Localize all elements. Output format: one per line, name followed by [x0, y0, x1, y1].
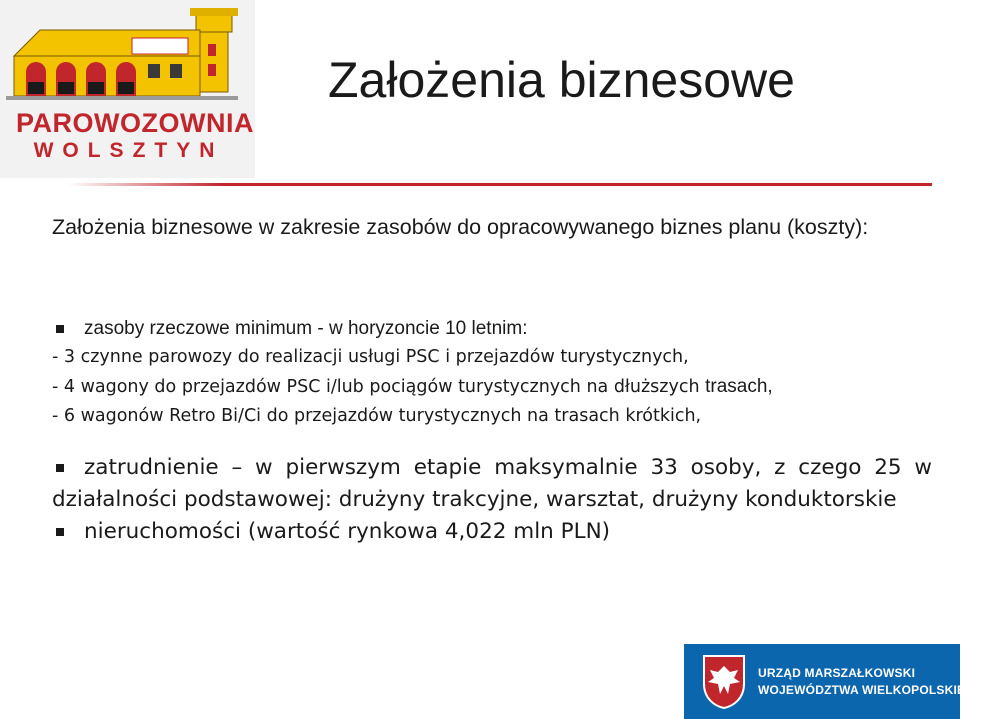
- resources-section: [52, 314, 932, 431]
- resource-line-wagons: [52, 372, 932, 402]
- intro-paragraph: Założenia biznesowe w zakresie zasobów do opracowywanego biznes planu (koszty):: [52, 215, 869, 239]
- staff-word: z: [774, 455, 786, 480]
- depot-building-illustration: [0, 0, 255, 110]
- staff-word: osoby,: [690, 455, 762, 480]
- title-divider: [68, 183, 932, 186]
- logo-text-parowozownia: PAROWOZOWNIA: [16, 108, 254, 138]
- property-bullet-text: nieruchomości (wartość rynkowa 4,022 mln PLN): [84, 519, 611, 544]
- resource-line-locomotives: - 3 czynne parowozy do realizacji usługi PSC i przejazdów turystycznych,: [52, 347, 689, 367]
- staff-word: 33: [650, 455, 678, 480]
- staff-word: w: [255, 455, 273, 480]
- square-bullet-icon: [56, 325, 64, 333]
- staff-word: –: [231, 455, 243, 480]
- staff-word: maksymalnie: [494, 455, 638, 480]
- list-item: [52, 516, 932, 548]
- staff-word: pierwszym: [285, 455, 401, 480]
- resource-line-wagons-tail: trasach,: [705, 376, 773, 397]
- coat-of-arms-icon: [700, 652, 748, 710]
- marshal-line2: WOJEWÓDZTWA WIELKOPOLSKIEGO: [758, 683, 984, 697]
- resource-line-wagons-text: - 4 wagony do przejazdów PSC i/lub pociągów turystycznych na dłuższych: [52, 377, 706, 397]
- staff-word: w: [914, 455, 932, 480]
- resource-line-retro-wagons: - 6 wagonów Retro Bi/Ci do przejazdów turystycznych na trasach krótkich,: [52, 406, 702, 426]
- staff-word: czego: [798, 455, 862, 480]
- parowozownia-logo: [0, 0, 255, 178]
- page-title: Założenia biznesowe: [328, 52, 795, 108]
- marshal-line1: URZĄD MARSZAŁKOWSKI: [758, 666, 916, 680]
- staff-word: 25: [874, 455, 902, 480]
- resources-heading: zasoby rzeczowe minimum - w horyzoncie 10 letnim:: [84, 318, 528, 339]
- staff-section: [52, 452, 932, 548]
- staff-word: etapie: [413, 455, 482, 480]
- list-item: [52, 314, 932, 343]
- staff-line-continuation: działalności podstawowej: drużyny trakcyjne, warsztat, drużyny konduktorskie: [52, 487, 897, 512]
- list-item: [52, 452, 932, 484]
- logo-text-wolsztyn: WOLSZTYN: [33, 139, 224, 162]
- square-bullet-icon: [56, 528, 64, 536]
- marshal-office-logo: [684, 644, 984, 719]
- square-bullet-icon: [56, 464, 64, 472]
- staff-word: zatrudnienie: [84, 455, 219, 480]
